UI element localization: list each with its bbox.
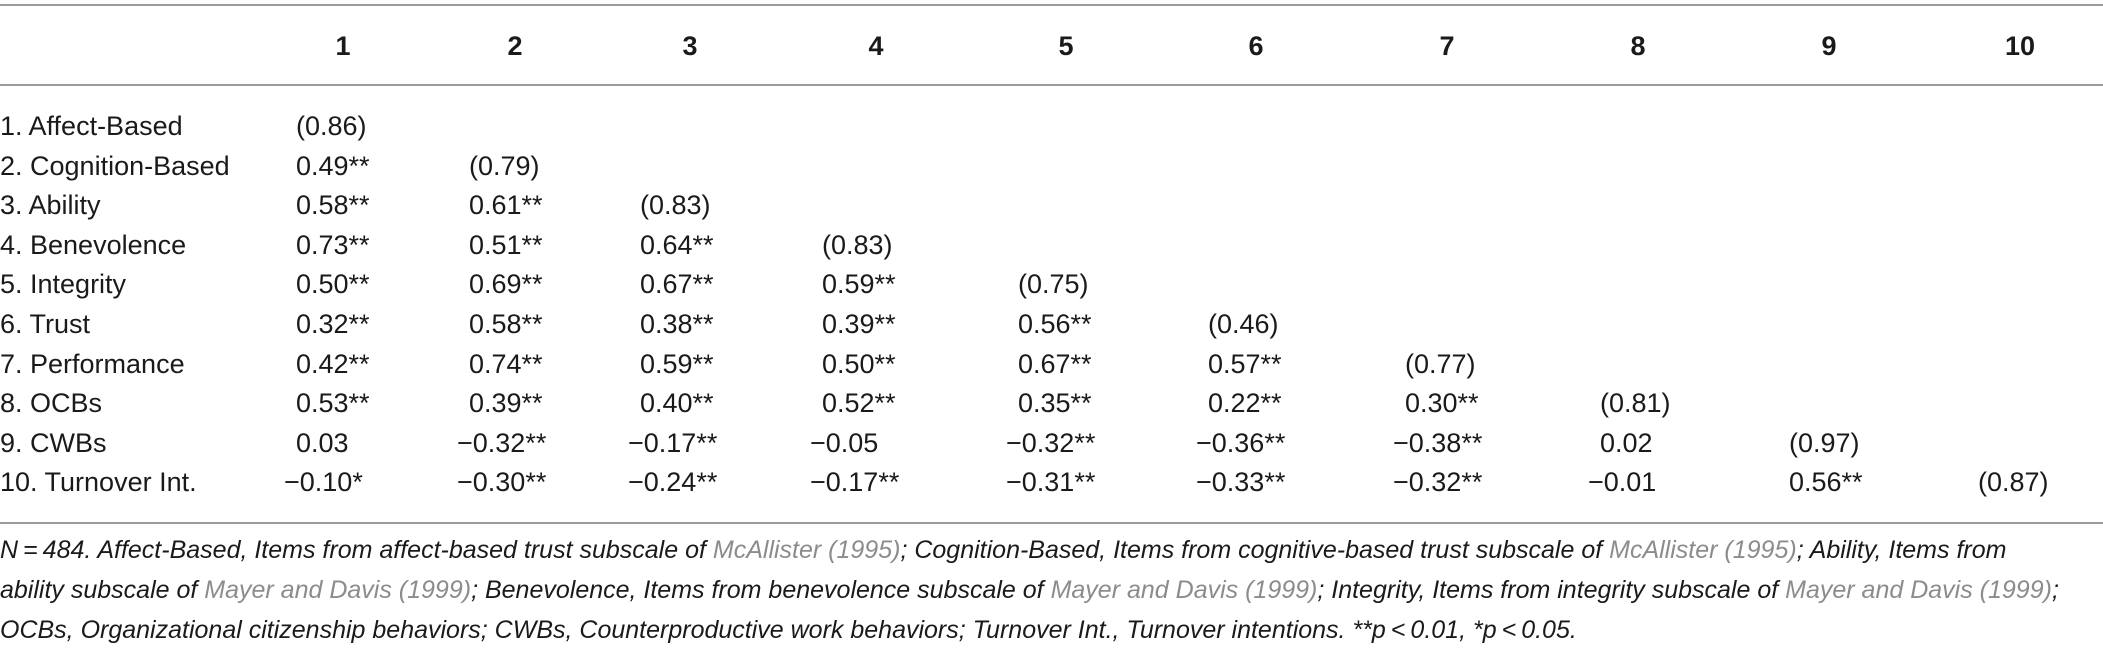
correlation-cell: 0.39** bbox=[822, 309, 896, 339]
correlation-cell: 0.64** bbox=[640, 229, 714, 260]
correlation-cell: 0.58** bbox=[296, 190, 370, 221]
row-label: 3. Ability bbox=[0, 190, 101, 221]
row-label: 7. Performance bbox=[0, 348, 185, 379]
correlation-cell: 0.59** bbox=[640, 348, 714, 379]
table-row bbox=[0, 146, 2103, 186]
note-text-3: ; Ability, Items from ability subscale of bbox=[0, 536, 2007, 604]
diagonal-reliability-cell: (0.86) bbox=[296, 111, 367, 141]
table-row bbox=[0, 423, 2103, 463]
correlation-cell: 0.58** bbox=[469, 309, 543, 339]
correlation-cell: −0.32** bbox=[457, 427, 547, 458]
correlation-cell: 0.69** bbox=[469, 269, 543, 300]
column-header-8: 8 bbox=[1630, 31, 1646, 61]
correlation-cell: 0.50** bbox=[296, 269, 370, 300]
note-reference-3[interactable]: Mayer and Davis (1999) bbox=[204, 576, 472, 604]
correlation-cell: −0.05 bbox=[810, 427, 879, 458]
correlation-cell: 0.32** bbox=[296, 309, 370, 339]
row-label: 10. Turnover Int. bbox=[0, 467, 197, 498]
note-text-4: ; Benevolence, Items from benevolence subscale of bbox=[471, 576, 1051, 604]
correlation-cell: 0.57** bbox=[1208, 348, 1282, 379]
column-header-2: 2 bbox=[507, 31, 523, 61]
row-label: 5. Integrity bbox=[0, 269, 127, 300]
correlation-cell: 0.42** bbox=[296, 348, 370, 379]
table-row bbox=[0, 264, 2103, 304]
table-row bbox=[0, 344, 2103, 384]
column-header-5: 5 bbox=[1058, 31, 1074, 61]
column-header-4: 4 bbox=[868, 31, 884, 61]
row-label: 6. Trust bbox=[0, 309, 91, 339]
note-text-1: N = 484. Affect-Based, Items from affect-based trust subscale of bbox=[0, 536, 713, 564]
table-header-rule bbox=[0, 84, 2103, 86]
correlation-cell: −0.24** bbox=[628, 467, 718, 498]
diagonal-reliability-cell: (0.46) bbox=[1208, 309, 1279, 339]
column-header-7: 7 bbox=[1439, 31, 1455, 61]
row-label: 8. OCBs bbox=[0, 388, 103, 419]
correlation-cell: 0.74** bbox=[469, 348, 543, 379]
correlation-cell: 0.50** bbox=[822, 348, 896, 379]
table-row bbox=[0, 106, 2103, 146]
correlation-cell: −0.32** bbox=[1006, 427, 1096, 458]
table-bottom-rule bbox=[0, 522, 2103, 524]
correlation-cell: 0.51** bbox=[469, 229, 543, 260]
table-footnote bbox=[0, 530, 2070, 650]
correlation-cell: 0.56** bbox=[1789, 467, 1863, 498]
note-text-6: ; OCBs, Organizational citizenship behaviors; CWBs, Counterproductive work behaviors; Turnover Int., Turnover intentions. **p < 0.01, *p < 0.05. bbox=[0, 576, 2059, 644]
correlation-cell: −0.31** bbox=[1006, 467, 1096, 498]
correlation-cell: −0.33** bbox=[1196, 467, 1286, 498]
correlation-cell: 0.02 bbox=[1600, 427, 1653, 458]
diagonal-reliability-cell: (0.83) bbox=[822, 229, 893, 260]
correlation-cell: 0.53** bbox=[296, 388, 370, 419]
diagonal-reliability-cell: (0.75) bbox=[1018, 269, 1089, 300]
correlation-cell: −0.17** bbox=[628, 427, 718, 458]
correlation-cell: 0.03 bbox=[296, 427, 349, 458]
correlation-cell: −0.17** bbox=[810, 467, 900, 498]
row-label: 1. Affect-Based bbox=[0, 111, 183, 141]
column-header-3: 3 bbox=[682, 31, 698, 61]
diagonal-reliability-cell: (0.79) bbox=[469, 150, 540, 181]
column-header-6: 6 bbox=[1248, 31, 1264, 61]
table-top-rule bbox=[0, 4, 2103, 6]
correlation-cell: −0.32** bbox=[1393, 467, 1483, 498]
correlation-cell: 0.35** bbox=[1018, 388, 1092, 419]
row-label: 9. CWBs bbox=[0, 427, 107, 458]
note-reference-2[interactable]: McAllister (1995) bbox=[1609, 536, 1797, 564]
correlation-cell: −0.01 bbox=[1588, 467, 1657, 498]
note-reference-1[interactable]: McAllister (1995) bbox=[712, 536, 901, 564]
correlation-cell: 0.49** bbox=[296, 150, 370, 181]
diagonal-reliability-cell: (0.81) bbox=[1600, 388, 1671, 419]
correlation-cell: −0.10* bbox=[284, 467, 363, 498]
correlation-cell: 0.73** bbox=[296, 229, 370, 260]
correlation-cell: 0.67** bbox=[1018, 348, 1092, 379]
correlation-cell: 0.30** bbox=[1405, 388, 1479, 419]
correlation-cell: 0.22** bbox=[1208, 388, 1282, 419]
correlation-cell: 0.38** bbox=[640, 309, 714, 339]
diagonal-reliability-cell: (0.77) bbox=[1405, 348, 1476, 379]
table-row bbox=[0, 225, 2103, 265]
correlation-cell: 0.56** bbox=[1018, 309, 1092, 339]
note-reference-5[interactable]: Mayer and Davis (1999) bbox=[1785, 576, 2052, 604]
correlation-cell: 0.61** bbox=[469, 190, 543, 221]
note-text-2: ; Cognition-Based, Items from cognitive-based trust subscale of bbox=[900, 536, 1610, 564]
table-row bbox=[0, 462, 2103, 502]
column-header-1: 1 bbox=[335, 31, 351, 61]
table-row bbox=[0, 304, 2103, 344]
table-row bbox=[0, 185, 2103, 225]
correlation-cell: 0.67** bbox=[640, 269, 714, 300]
row-label: 2. Cognition-Based bbox=[0, 150, 230, 181]
table-row bbox=[0, 383, 2103, 423]
diagonal-reliability-cell: (0.83) bbox=[640, 190, 711, 221]
correlation-cell: 0.59** bbox=[822, 269, 896, 300]
diagonal-reliability-cell: (0.87) bbox=[1978, 467, 2049, 498]
note-reference-4[interactable]: Mayer and Davis (1999) bbox=[1050, 576, 1318, 604]
diagonal-reliability-cell: (0.97) bbox=[1789, 427, 1860, 458]
correlation-cell: 0.40** bbox=[640, 388, 714, 419]
column-header-9: 9 bbox=[1821, 31, 1837, 61]
correlation-cell: 0.52** bbox=[822, 388, 896, 419]
correlation-cell: 0.39** bbox=[469, 388, 543, 419]
row-label: 4. Benevolence bbox=[0, 229, 187, 260]
note-text-5: ; Integrity, Items from integrity subscale of bbox=[1317, 576, 1786, 604]
correlation-cell: −0.36** bbox=[1196, 427, 1286, 458]
column-header-10: 10 bbox=[2004, 31, 2036, 61]
correlation-cell: −0.30** bbox=[457, 467, 547, 498]
correlation-cell: −0.38** bbox=[1393, 427, 1483, 458]
